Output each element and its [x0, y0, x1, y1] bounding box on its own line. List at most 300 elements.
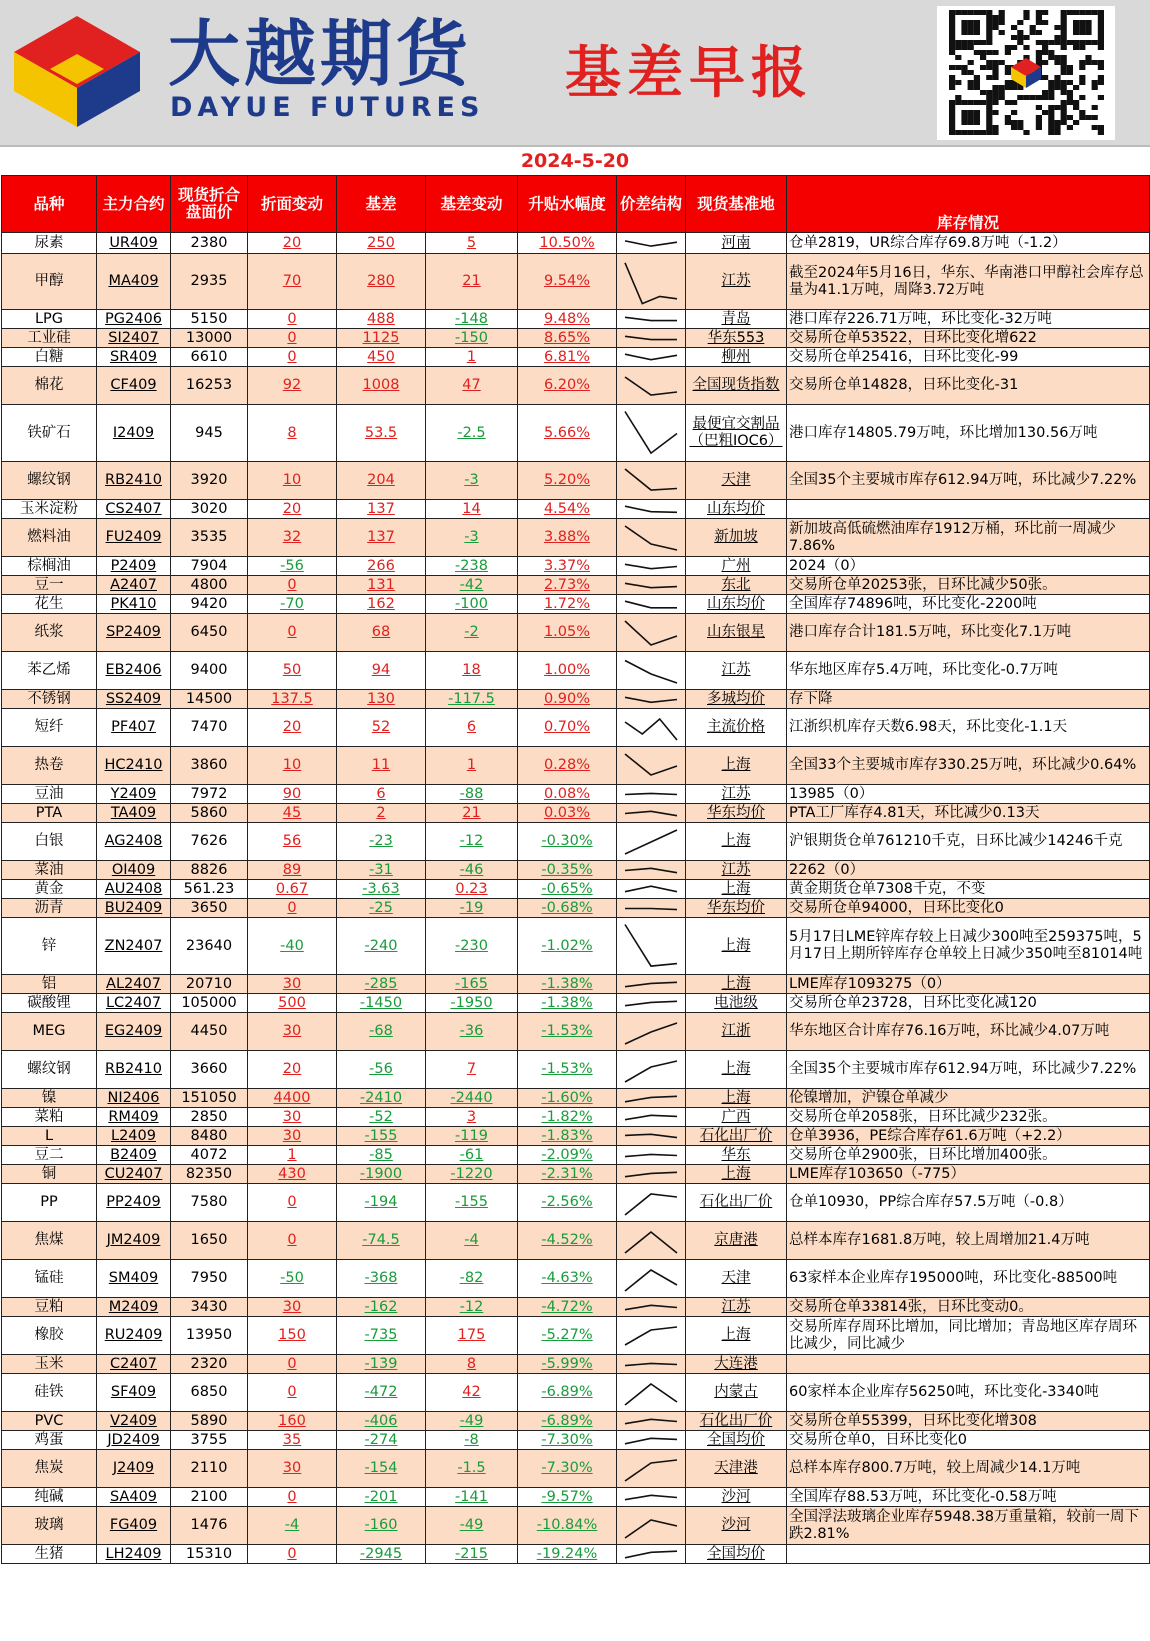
- basis-cell: 204: [337, 462, 426, 500]
- basis-cell: 68: [337, 614, 426, 652]
- basis-cell: -85: [337, 1146, 426, 1165]
- spread-structure-sparkline: [621, 1547, 681, 1562]
- spot-location-cell: 上海: [686, 880, 787, 899]
- basis-cell: -155: [337, 1127, 426, 1146]
- table-row: [2, 652, 1150, 690]
- contract-cell: NI2406: [97, 1089, 171, 1108]
- premium-rate-cell: 0.28%: [518, 747, 617, 785]
- commodity-cell: 白糖: [2, 348, 97, 367]
- spread-structure-sparkline: [621, 369, 681, 403]
- spread-structure-cell: [617, 899, 686, 918]
- spread-structure-cell: [617, 880, 686, 899]
- table-row: [2, 1184, 1150, 1222]
- table-row: [2, 595, 1150, 614]
- premium-rate-cell: -0.30%: [518, 823, 617, 861]
- spot-location-cell: 电池级: [686, 994, 787, 1013]
- basis-change-cell: -2440: [426, 1089, 518, 1108]
- premium-rate-cell: -9.57%: [518, 1488, 617, 1507]
- report-header: [0, 0, 1150, 147]
- basis-change-cell: 47: [426, 367, 518, 405]
- spread-structure-sparkline: [621, 256, 681, 308]
- commodity-cell: 棕榈油: [2, 557, 97, 576]
- price-change-cell: 32: [248, 519, 337, 557]
- contract-cell: RM409: [97, 1108, 171, 1127]
- basis-cell: -1900: [337, 1165, 426, 1184]
- sparkline-line: [625, 1438, 677, 1444]
- spread-structure-sparkline: [621, 1357, 681, 1372]
- basis-cell: -31: [337, 861, 426, 880]
- sparkline-line: [625, 908, 677, 909]
- contract-cell: EB2406: [97, 652, 171, 690]
- spread-structure-sparkline: [621, 331, 681, 346]
- spread-structure-sparkline: [621, 1262, 681, 1296]
- commodity-cell: PVC: [2, 1412, 97, 1431]
- premium-rate-cell: -1.82%: [518, 1108, 617, 1127]
- price-change-cell: -50: [248, 1260, 337, 1298]
- sparkline-line: [625, 886, 677, 892]
- premium-rate-cell: 1.00%: [518, 652, 617, 690]
- contract-cell: SP2409: [97, 614, 171, 652]
- commodity-cell: 热卷: [2, 747, 97, 785]
- spot-price-cell: 2850: [171, 1108, 248, 1127]
- basis-change-cell: 1: [426, 747, 518, 785]
- spread-structure-sparkline: [621, 787, 681, 802]
- table-row: [2, 1127, 1150, 1146]
- inventory-cell: [787, 1355, 1150, 1374]
- sparkline-line: [625, 564, 677, 568]
- table-row: [2, 576, 1150, 595]
- contract-cell: ZN2407: [97, 918, 171, 975]
- spot-price-cell: 7626: [171, 823, 248, 861]
- price-change-cell: 0: [248, 1488, 337, 1507]
- spread-structure-cell: [617, 709, 686, 747]
- basis-cell: -735: [337, 1317, 426, 1355]
- inventory-cell: 2262（0）: [787, 861, 1150, 880]
- spread-structure-cell: [617, 462, 686, 500]
- spot-price-cell: 3430: [171, 1298, 248, 1317]
- inventory-cell: 63家样本企业库存195000吨，环比变化-88500吨: [787, 1260, 1150, 1298]
- inventory-cell: 交易所仓单23728，日环比变化减120: [787, 994, 1150, 1013]
- table-row: [2, 310, 1150, 329]
- table-row: [2, 899, 1150, 918]
- basis-change-cell: -61: [426, 1146, 518, 1165]
- commodity-cell: 纸浆: [2, 614, 97, 652]
- contract-cell: UR409: [97, 233, 171, 254]
- premium-rate-cell: -0.35%: [518, 861, 617, 880]
- sparkline-line: [625, 1061, 677, 1082]
- price-change-cell: 0: [248, 1184, 337, 1222]
- basis-cell: -285: [337, 975, 426, 994]
- premium-rate-cell: 10.50%: [518, 233, 617, 254]
- basis-cell: 266: [337, 557, 426, 576]
- price-change-cell: -56: [248, 557, 337, 576]
- spot-price-cell: 6850: [171, 1374, 248, 1412]
- basis-change-cell: -12: [426, 1298, 518, 1317]
- spot-price-cell: 23640: [171, 918, 248, 975]
- spread-structure-cell: [617, 348, 686, 367]
- commodity-cell: 豆二: [2, 1146, 97, 1165]
- spread-structure-sparkline: [621, 977, 681, 992]
- basis-cell: -154: [337, 1450, 426, 1488]
- table-row: [2, 1013, 1150, 1051]
- spot-location-cell: 上海: [686, 1051, 787, 1089]
- commodity-cell: 锰硅: [2, 1260, 97, 1298]
- basis-cell: -139: [337, 1355, 426, 1374]
- table-row: [2, 1374, 1150, 1412]
- spot-price-cell: 3755: [171, 1431, 248, 1450]
- spot-location-cell: 山东银星: [686, 614, 787, 652]
- price-change-cell: 20: [248, 233, 337, 254]
- sparkline-line: [625, 1363, 677, 1365]
- spot-price-cell: 7580: [171, 1184, 248, 1222]
- premium-rate-cell: -7.30%: [518, 1450, 617, 1488]
- spread-structure-sparkline: [621, 578, 681, 593]
- price-change-cell: 70: [248, 254, 337, 310]
- premium-rate-cell: -4.52%: [518, 1222, 617, 1260]
- basis-cell: -23: [337, 823, 426, 861]
- price-change-cell: 56: [248, 823, 337, 861]
- basis-change-cell: -100: [426, 595, 518, 614]
- spread-structure-sparkline: [621, 749, 681, 783]
- table-row: [2, 690, 1150, 709]
- col-header: 现货基准地: [686, 176, 787, 233]
- basis-change-cell: -3: [426, 462, 518, 500]
- inventory-cell: 截至2024年5月16日，华东、华南港口甲醇社会库存总量为41.1万吨，周降3.72万吨: [787, 254, 1150, 310]
- contract-cell: A2407: [97, 576, 171, 595]
- price-change-cell: 0: [248, 310, 337, 329]
- table-row: [2, 1450, 1150, 1488]
- sparkline-line: [625, 354, 677, 360]
- spread-structure-sparkline: [621, 464, 681, 498]
- inventory-cell: 黄金期货仓单7308千克，不变: [787, 880, 1150, 899]
- spot-price-cell: 1650: [171, 1222, 248, 1260]
- report-date: 2024-5-20: [520, 150, 630, 172]
- basis-cell: -162: [337, 1298, 426, 1317]
- basis-cell: 2: [337, 804, 426, 823]
- basis-cell: -3.63: [337, 880, 426, 899]
- table-row: [2, 1222, 1150, 1260]
- premium-rate-cell: 9.54%: [518, 254, 617, 310]
- contract-cell: PK410: [97, 595, 171, 614]
- spread-structure-cell: [617, 804, 686, 823]
- spot-location-cell: 沙河: [686, 1507, 787, 1545]
- spread-structure-cell: [617, 1450, 686, 1488]
- table-row: [2, 1507, 1150, 1545]
- commodity-cell: 铁矿石: [2, 405, 97, 462]
- commodity-cell: 菜粕: [2, 1108, 97, 1127]
- sparkline-line: [625, 697, 677, 702]
- spot-location-cell: 京唐港: [686, 1222, 787, 1260]
- sparkline-line: [625, 1115, 677, 1119]
- spot-price-cell: 3535: [171, 519, 248, 557]
- basis-change-cell: -49: [426, 1412, 518, 1431]
- spot-location-cell: 华东均价: [686, 804, 787, 823]
- inventory-cell: 江浙织机库存天数6.98天，环比变化-1.1天: [787, 709, 1150, 747]
- basis-cell: 250: [337, 233, 426, 254]
- sparkline-line: [625, 1023, 677, 1044]
- sparkline-line: [625, 1305, 677, 1309]
- sparkline-line: [625, 982, 677, 986]
- spread-structure-sparkline: [621, 1224, 681, 1258]
- contract-cell: RB2410: [97, 1051, 171, 1089]
- basis-change-cell: -2.5: [426, 405, 518, 462]
- spread-structure-cell: [617, 1013, 686, 1051]
- spread-structure-sparkline: [621, 1110, 681, 1125]
- spread-structure-cell: [617, 994, 686, 1013]
- table-row: [2, 233, 1150, 254]
- price-change-cell: 30: [248, 1013, 337, 1051]
- table-row: [2, 861, 1150, 880]
- spread-structure-cell: [617, 405, 686, 462]
- basis-change-cell: -2: [426, 614, 518, 652]
- basis-cell: -56: [337, 1051, 426, 1089]
- sparkline-line: [625, 621, 677, 645]
- table-row: [2, 1146, 1150, 1165]
- spot-price-cell: 2100: [171, 1488, 248, 1507]
- inventory-cell: 交易所仓单20253张，日环比减少50张。: [787, 576, 1150, 595]
- inventory-cell: LME库存1093275（0）: [787, 975, 1150, 994]
- commodity-cell: 菜油: [2, 861, 97, 880]
- spread-structure-cell: [617, 500, 686, 519]
- spread-structure-sparkline: [621, 1414, 681, 1429]
- premium-rate-cell: 5.20%: [518, 462, 617, 500]
- spread-structure-sparkline: [621, 1376, 681, 1410]
- spot-location-cell: 山东均价: [686, 595, 787, 614]
- basis-change-cell: -119: [426, 1127, 518, 1146]
- spread-structure-sparkline: [621, 1053, 681, 1087]
- col-header: 主力合约: [97, 176, 171, 233]
- contract-cell: RB2410: [97, 462, 171, 500]
- premium-rate-cell: -4.72%: [518, 1298, 617, 1317]
- price-change-cell: 0: [248, 614, 337, 652]
- inventory-cell: 全国浮法玻璃企业库存5948.38万重量箱，较前一周下跌2.81%: [787, 1507, 1150, 1545]
- inventory-cell: [787, 1545, 1150, 1564]
- basis-change-cell: -82: [426, 1260, 518, 1298]
- basis-change-cell: -12: [426, 823, 518, 861]
- basis-change-cell: -36: [426, 1013, 518, 1051]
- premium-rate-cell: -1.53%: [518, 1051, 617, 1089]
- premium-rate-cell: -2.31%: [518, 1165, 617, 1184]
- spot-location-cell: 全国均价: [686, 1431, 787, 1450]
- sparkline-line: [625, 811, 677, 815]
- commodity-cell: 螺纹钢: [2, 1051, 97, 1089]
- basis-change-cell: -165: [426, 975, 518, 994]
- premium-rate-cell: -1.53%: [518, 1013, 617, 1051]
- sparkline-line: [625, 719, 677, 740]
- spread-structure-sparkline: [621, 1319, 681, 1353]
- col-header: 基差变动: [426, 176, 518, 233]
- basis-change-cell: -1220: [426, 1165, 518, 1184]
- sparkline-line: [625, 317, 677, 320]
- sparkline-line: [625, 377, 677, 395]
- spread-structure-cell: [617, 1355, 686, 1374]
- spread-structure-cell: [617, 690, 686, 709]
- price-change-cell: 35: [248, 1431, 337, 1450]
- col-header: 折面变动: [248, 176, 337, 233]
- table-row: [2, 329, 1150, 348]
- table-row: [2, 1108, 1150, 1127]
- sparkline-line: [625, 868, 677, 872]
- commodity-cell: 玉米: [2, 1355, 97, 1374]
- sparkline-line: [625, 1194, 677, 1215]
- commodity-cell: 不锈钢: [2, 690, 97, 709]
- premium-rate-cell: 0.90%: [518, 690, 617, 709]
- inventory-cell: 交易所仓单2058张，日环比减少232张。: [787, 1108, 1150, 1127]
- spread-structure-cell: [617, 557, 686, 576]
- spot-location-cell: 江苏: [686, 652, 787, 690]
- basis-change-cell: 3: [426, 1108, 518, 1127]
- premium-rate-cell: -6.89%: [518, 1412, 617, 1431]
- spot-price-cell: 13950: [171, 1317, 248, 1355]
- basis-change-cell: 21: [426, 804, 518, 823]
- spread-structure-cell: [617, 254, 686, 310]
- basis-change-cell: 18: [426, 652, 518, 690]
- inventory-cell: LME库存103650（-775）: [787, 1165, 1150, 1184]
- basis-cell: 280: [337, 254, 426, 310]
- spread-structure-sparkline: [621, 1509, 681, 1543]
- basis-cell: 137: [337, 519, 426, 557]
- col-header: 基差: [337, 176, 426, 233]
- contract-cell: SA409: [97, 1488, 171, 1507]
- spot-location-cell: 内蒙古: [686, 1374, 787, 1412]
- inventory-cell: 沪银期货仓单761210千克，日环比减少14246千克: [787, 823, 1150, 861]
- spot-price-cell: 151050: [171, 1089, 248, 1108]
- price-change-cell: 45: [248, 804, 337, 823]
- spread-structure-cell: [617, 1222, 686, 1260]
- report-title: 基差早报: [565, 41, 813, 106]
- commodity-cell: PP: [2, 1184, 97, 1222]
- basis-change-cell: -150: [426, 329, 518, 348]
- premium-rate-cell: -4.63%: [518, 1260, 617, 1298]
- inventory-cell: 交易所仓单2900张，日环比增加400张。: [787, 1146, 1150, 1165]
- basis-change-cell: 42: [426, 1374, 518, 1412]
- price-change-cell: 90: [248, 785, 337, 804]
- spread-structure-cell: [617, 861, 686, 880]
- table-row: [2, 1355, 1150, 1374]
- basis-change-cell: 5: [426, 233, 518, 254]
- inventory-cell: 交易所仓单33814张，日环比变动0。: [787, 1298, 1150, 1317]
- spread-structure-sparkline: [621, 1433, 681, 1448]
- spot-location-cell: 石化出厂价: [686, 1184, 787, 1222]
- spot-location-cell: 最便宜交割品（巴粗IOC6）: [686, 405, 787, 462]
- inventory-cell: 60家样本企业库存56250吨，环比变化-3340吨: [787, 1374, 1150, 1412]
- spread-structure-cell: [617, 1127, 686, 1146]
- spot-location-cell: 江苏: [686, 1298, 787, 1317]
- spot-price-cell: 2320: [171, 1355, 248, 1374]
- spread-structure-cell: [617, 823, 686, 861]
- spread-structure-cell: [617, 595, 686, 614]
- contract-cell: SM409: [97, 1260, 171, 1298]
- spot-price-cell: 5860: [171, 804, 248, 823]
- spread-structure-sparkline: [621, 235, 681, 252]
- basis-cell: -274: [337, 1431, 426, 1450]
- price-change-cell: 1: [248, 1146, 337, 1165]
- spot-price-cell: 8480: [171, 1127, 248, 1146]
- premium-rate-cell: -1.83%: [518, 1127, 617, 1146]
- basis-change-cell: 8: [426, 1355, 518, 1374]
- price-change-cell: 30: [248, 975, 337, 994]
- spot-location-cell: 石化出厂价: [686, 1412, 787, 1431]
- price-change-cell: 4400: [248, 1089, 337, 1108]
- basis-cell: -406: [337, 1412, 426, 1431]
- spot-price-cell: 5890: [171, 1412, 248, 1431]
- contract-cell: JD2409: [97, 1431, 171, 1450]
- spread-structure-sparkline: [621, 597, 681, 612]
- price-change-cell: 20: [248, 500, 337, 519]
- premium-rate-cell: 6.81%: [518, 348, 617, 367]
- price-change-cell: 137.5: [248, 690, 337, 709]
- spread-structure-sparkline: [621, 825, 681, 859]
- spot-price-cell: 561.23: [171, 880, 248, 899]
- inventory-cell: 仓单10930，PP综合库存57.5万吨（-0.8）: [787, 1184, 1150, 1222]
- premium-rate-cell: 8.65%: [518, 329, 617, 348]
- table-row: [2, 823, 1150, 861]
- spot-price-cell: 4450: [171, 1013, 248, 1051]
- basis-change-cell: -46: [426, 861, 518, 880]
- basis-cell: -2945: [337, 1545, 426, 1564]
- col-header: 品种: [2, 176, 97, 233]
- basis-change-cell: 1: [426, 348, 518, 367]
- inventory-cell: 总样本库存800.7万吨，较上周减少14.1万吨: [787, 1450, 1150, 1488]
- basis-cell: -2410: [337, 1089, 426, 1108]
- contract-cell: BU2409: [97, 899, 171, 918]
- commodity-cell: 花生: [2, 595, 97, 614]
- sparkline-line: [625, 1096, 677, 1102]
- contract-cell: CS2407: [97, 500, 171, 519]
- commodity-cell: 镍: [2, 1089, 97, 1108]
- spread-structure-sparkline: [621, 996, 681, 1011]
- spot-location-cell: 全国现货指数: [686, 367, 787, 405]
- contract-cell: LC2407: [97, 994, 171, 1013]
- contract-cell: SR409: [97, 348, 171, 367]
- spot-price-cell: 9420: [171, 595, 248, 614]
- spot-price-cell: 105000: [171, 994, 248, 1013]
- basis-cell: 11: [337, 747, 426, 785]
- col-header: 现货折合盘面价: [171, 176, 248, 233]
- spread-structure-sparkline: [621, 1452, 681, 1486]
- spread-structure-cell: [617, 576, 686, 595]
- spread-structure-cell: [617, 1108, 686, 1127]
- spread-structure-cell: [617, 1374, 686, 1412]
- premium-rate-cell: 0.08%: [518, 785, 617, 804]
- spread-structure-sparkline: [621, 1015, 681, 1049]
- contract-cell: SF409: [97, 1374, 171, 1412]
- premium-rate-cell: -0.68%: [518, 899, 617, 918]
- commodity-cell: PTA: [2, 804, 97, 823]
- price-change-cell: -70: [248, 595, 337, 614]
- commodity-cell: 螺纹钢: [2, 462, 97, 500]
- contract-cell: OI409: [97, 861, 171, 880]
- dayue-logo-icon: [12, 14, 142, 129]
- contract-cell: L2409: [97, 1127, 171, 1146]
- col-header: 升贴水幅度: [518, 176, 617, 233]
- spot-price-cell: 15310: [171, 1545, 248, 1564]
- basis-table: [1, 175, 1150, 1564]
- commodity-cell: 玉米淀粉: [2, 500, 97, 519]
- spread-structure-sparkline: [621, 711, 681, 745]
- table-row: [2, 462, 1150, 500]
- spot-price-cell: 20710: [171, 975, 248, 994]
- price-change-cell: 0: [248, 1374, 337, 1412]
- table-row: [2, 557, 1150, 576]
- commodity-cell: 生猪: [2, 1545, 97, 1564]
- spread-structure-cell: [617, 1146, 686, 1165]
- spot-location-cell: 广州: [686, 557, 787, 576]
- spot-price-cell: 9400: [171, 652, 248, 690]
- price-change-cell: 500: [248, 994, 337, 1013]
- premium-rate-cell: 9.48%: [518, 310, 617, 329]
- inventory-cell: 交易所仓单14828，日环比变化-31: [787, 367, 1150, 405]
